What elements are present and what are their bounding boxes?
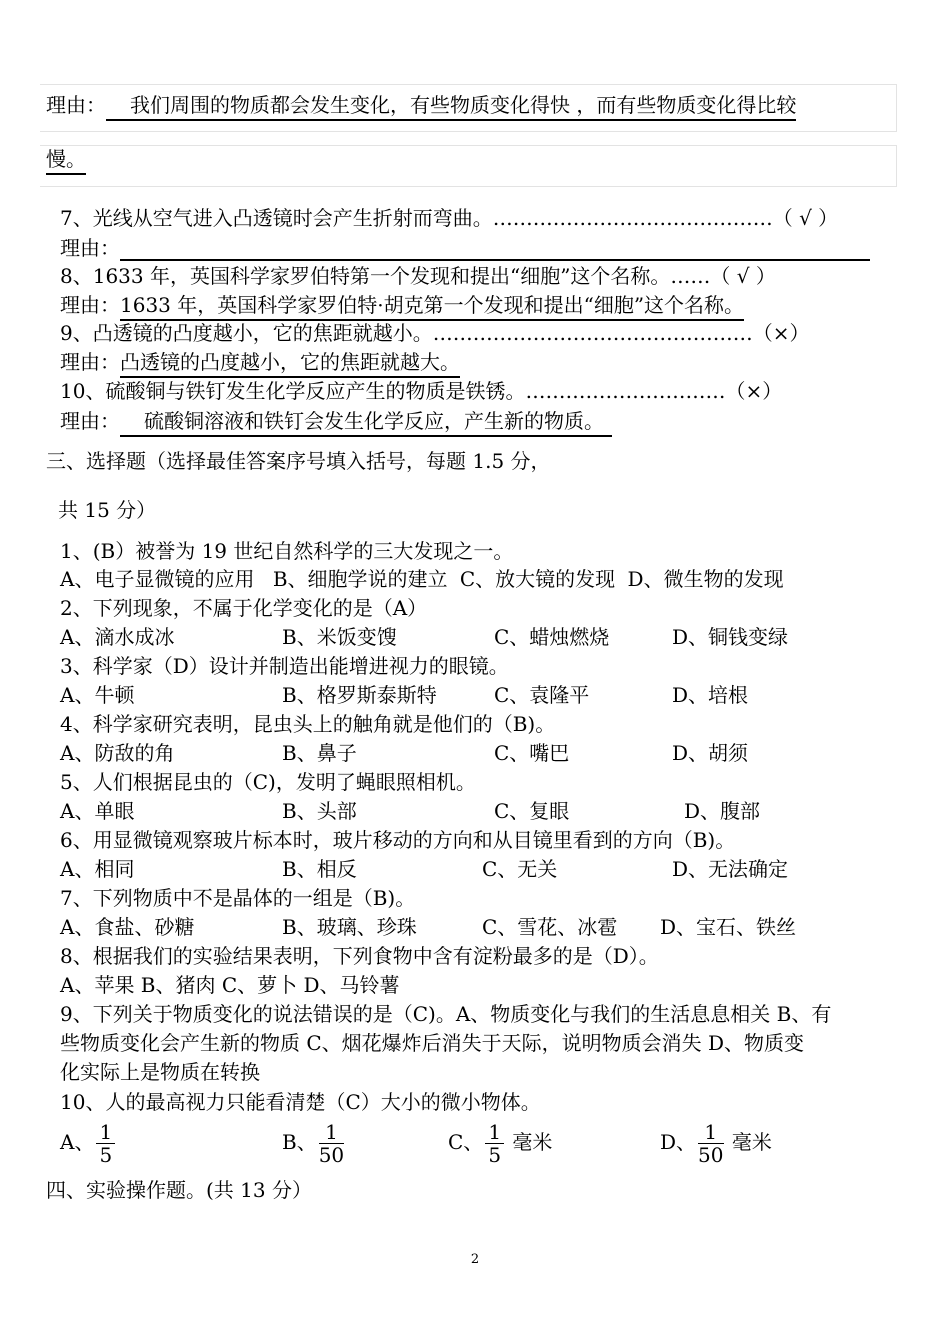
page-number: 2 — [470, 1252, 480, 1267]
option-a: A、单眼 — [60, 799, 135, 823]
fraction: $\frac{1}{5}$ — [485, 1121, 504, 1166]
option-c: C、放大镜的发现 — [459, 567, 616, 591]
option-d: D、培根 — [672, 683, 749, 707]
option-b: B、玻璃、珍珠 — [282, 915, 417, 939]
option-d: D、腹部 — [684, 799, 761, 823]
tf-item-7: 7、光线从空气进入凸透镜时会产生折射而弯曲。……………………………………（ √ ） — [60, 206, 839, 230]
question-8-options: A、苹果 B、猪肉 C、萝卜 D、马铃薯 — [60, 973, 400, 997]
option-a: A、 $\frac{1}{5}$ — [60, 1118, 117, 1168]
option-a: A、相同 — [60, 857, 135, 881]
section3-heading-line1: 三、选择题（选择最佳答案序号填入括号，每题 1.5 分， — [46, 449, 551, 473]
question-6: 6、用显微镜观察玻片标本时，玻片移动的方向和从目镜里看到的方向（B)。 — [60, 828, 736, 852]
question-8: 8、根据我们的实验结果表明，下列食物中含有淀粉最多的是（D）。 — [60, 944, 659, 968]
option-b: B、米饭变馊 — [282, 625, 397, 649]
option-c: C、蜡烛燃烧 — [494, 625, 610, 649]
question-7: 7、下列物质中不是晶体的一组是（B)。 — [60, 886, 416, 910]
question-9-line2: 些物质变化会产生新的物质 C、烟花爆炸后消失于天际，说明物质会消失 D、物质变 — [60, 1031, 805, 1055]
option-b: B、鼻子 — [282, 741, 357, 765]
option-b: B、头部 — [282, 799, 357, 823]
option-d: D、宝石、铁丝 — [660, 915, 797, 939]
option-b: B、格罗斯泰斯特 — [282, 683, 437, 707]
question-1: 1、(B）被誉为 19 世纪自然科学的三大发现之一。 — [60, 539, 514, 563]
option-c: C、嘴巴 — [494, 741, 570, 765]
question-10: 10、人的最高视力只能看清楚（C）大小的微小物体。 — [60, 1090, 541, 1114]
question-2: 2、下列现象，不属于化学变化的是（A） — [60, 596, 428, 620]
answer-blank — [120, 239, 870, 261]
question-4: 4、科学家研究表明，昆虫头上的触角就是他们的（B)。 — [60, 712, 556, 736]
option-d: D、胡须 — [672, 741, 749, 765]
option-a: A、电子显微镜的应用 — [60, 567, 255, 591]
fraction: $\frac{1}{50}$ — [318, 1120, 345, 1167]
option-a: A、滴水成冰 — [60, 625, 175, 649]
option-b: B、相反 — [282, 857, 357, 881]
section3-heading-line2: 共 15 分） — [58, 498, 157, 522]
option-c: C、复眼 — [494, 799, 570, 823]
question-5: 5、人们根据昆虫的（C)，发明了蝇眼照相机。 — [60, 770, 476, 794]
tf-item-8: 8、1633 年，英国科学家罗伯特第一个发现和提出“细胞”这个名称。……（ √ ） — [60, 264, 776, 288]
option-c: C、袁隆平 — [494, 683, 590, 707]
question-3: 3、科学家（D）设计并制造出能增进视力的眼镜。 — [60, 654, 509, 678]
tf-item-10: 10、硫酸铜与铁钉发生化学反应产生的物质是铁锈。…………………………（×） — [60, 379, 783, 403]
reason-text: 我们周围的物质都会发生变化，有些物质变化得快 ，而有些物质变化得比较 — [106, 92, 796, 121]
option-d: D、 $\frac{1}{50}$ 毫米 — [660, 1120, 772, 1167]
item6-reason-line1 — [46, 92, 796, 121]
tf-item-9: 9、凸透镜的凸度越小，它的焦距就越小。…………………………………………（×） — [60, 321, 810, 345]
option-a: A、防敌的角 — [60, 741, 175, 765]
question-9-line1: 9、下列关于物质变化的说法错误的是（C)。A、物质变化与我们的生活息息相关 B、有 — [60, 1002, 832, 1026]
item10-reason: 理由： 硫酸铜溶液和铁钉会发生化学反应，产生新的物质。 — [60, 408, 612, 437]
item7-reason: 理由： — [60, 235, 870, 261]
option-c: C、 $\frac{1}{5}$ 毫米 — [448, 1120, 553, 1167]
section4-heading: 四、实验操作题。(共 13 分） — [46, 1178, 312, 1202]
option-c: C、无关 — [482, 857, 558, 881]
question-9-line3: 化实际上是物质在转换 — [60, 1060, 260, 1084]
question-1-options — [60, 566, 784, 592]
reason-label: 理由： — [46, 93, 106, 117]
item9-reason: 理由：凸透镜的凸度越小，它的焦距就越大。 — [60, 349, 460, 378]
reason-text: 硫酸铜溶液和铁钉会发生化学反应，产生新的物质。 — [120, 408, 612, 437]
option-d: D、无法确定 — [672, 857, 789, 881]
option-b: B、细胞学说的建立 — [272, 567, 448, 591]
option-b: B、 $\frac{1}{50}$ — [282, 1120, 345, 1167]
option-d: D、铜钱变绿 — [672, 625, 789, 649]
item6-reason-line2: 慢。 — [46, 146, 86, 175]
reason-box-line2 — [40, 145, 897, 187]
option-a: A、牛顿 — [60, 683, 135, 707]
fraction: $\frac{1}{50}$ — [698, 1120, 724, 1167]
option-a: A、食盐、砂糖 — [60, 915, 195, 939]
item8-reason: 理由：1633 年，英国科学家罗伯特·胡克第一个发现和提出“细胞”这个名称。 — [60, 292, 744, 321]
option-d: D、微生物的发现 — [627, 567, 784, 591]
option-c: C、雪花、冰雹 — [482, 915, 618, 939]
fraction: $\frac{1}{5}$ — [96, 1121, 115, 1166]
